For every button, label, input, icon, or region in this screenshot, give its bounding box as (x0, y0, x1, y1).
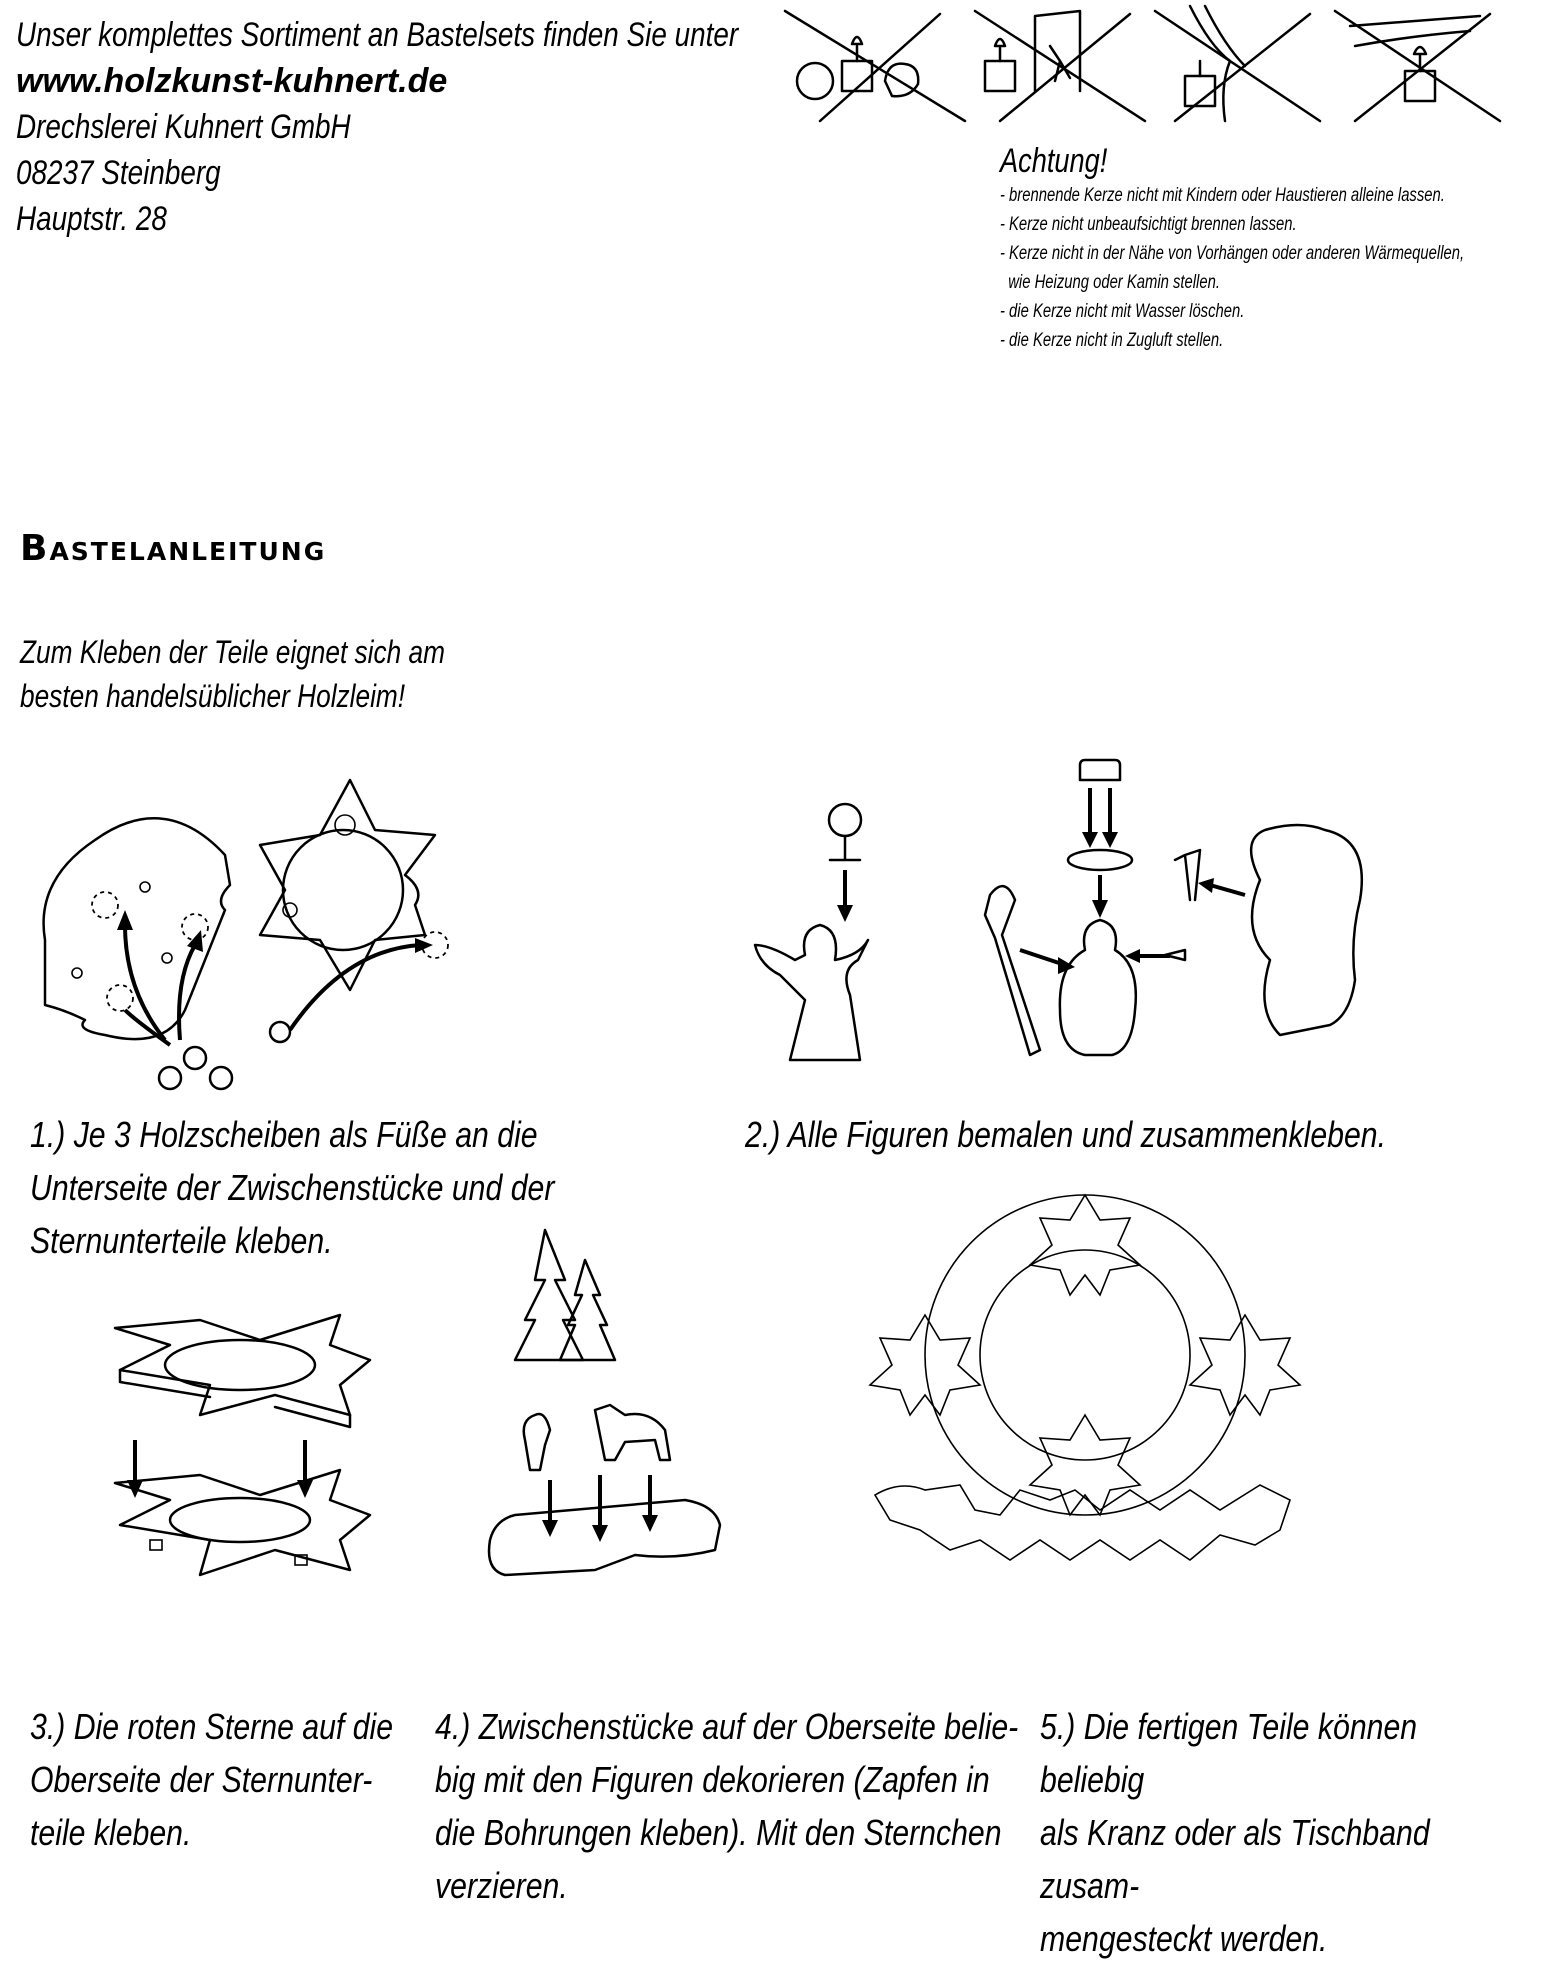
no-candle-draft-icon (1335, 11, 1500, 121)
warning-item: - Kerze nicht unbeaufsichtigt brennen lassen. (1000, 214, 1297, 235)
illustration-stars (100, 1300, 460, 1590)
warning-item: - die Kerze nicht mit Wasser löschen. (1000, 301, 1245, 322)
warning-item: wie Heizung oder Kamin stellen. (1000, 272, 1220, 293)
company-name: Drechslerei Kuhnert GmbH (16, 108, 351, 146)
website-link[interactable]: www.holzkunst-kuhnert.de (16, 62, 448, 100)
no-candle-children-pets-icon (785, 11, 965, 121)
address-block (16, 12, 897, 242)
warning-icons (780, 6, 1540, 126)
step-1: 1.) Je 3 Holzscheiben als Füße an die Unterseite der Zwischenstücke und der Sternunterteile kleben. (30, 1114, 555, 1261)
address-intro: Unser komplettes Sortiment an Bastelsets finden Sie unter (16, 16, 739, 54)
no-candle-curtain-icon (1155, 6, 1320, 121)
page-title: Bastelanleitung (20, 528, 327, 569)
warning-item: - brennende Kerze nicht mit Kindern oder Haustieren alleine lassen. (1000, 185, 1445, 206)
glue-note: Zum Kleben der Teile eignet sich am besten handelsüblicher Holzleim! (20, 634, 445, 714)
step-3: 3.) Die roten Sterne auf die Oberseite der Sternunter- teile kleben. (30, 1706, 394, 1853)
illustration-feet (25, 760, 505, 1100)
illustration-wreath-band (860, 1190, 1320, 1610)
illustration-decoration (475, 1230, 735, 1590)
company-city: 08237 Steinberg (16, 154, 221, 192)
warning-item: - Kerze nicht in der Nähe von Vorhängen oder anderen Wärmequellen, (1000, 243, 1465, 264)
no-candle-unattended-icon (975, 11, 1145, 121)
step-2: 2.) Alle Figuren bemalen und zusammenkleben. (745, 1114, 1386, 1155)
warning-item: - die Kerze nicht in Zugluft stellen. (1000, 330, 1224, 351)
step-5: 5.) Die fertigen Teile können beliebig als Kranz oder als Tischband zusam- mengesteckt werden. (1040, 1706, 1430, 1959)
company-street: Hauptstr. 28 (16, 200, 167, 238)
illustration-figures (740, 760, 1380, 1080)
step-4: 4.) Zwischenstücke auf der Oberseite belie- big mit den Figuren dekorieren (Zapfen in die Bohrungen kleben). Mit den Sternchen verzieren. (435, 1706, 1019, 1906)
warning-block (1000, 142, 1557, 355)
warning-title: Achtung! (1000, 142, 1108, 180)
warning-list (1000, 181, 1557, 355)
